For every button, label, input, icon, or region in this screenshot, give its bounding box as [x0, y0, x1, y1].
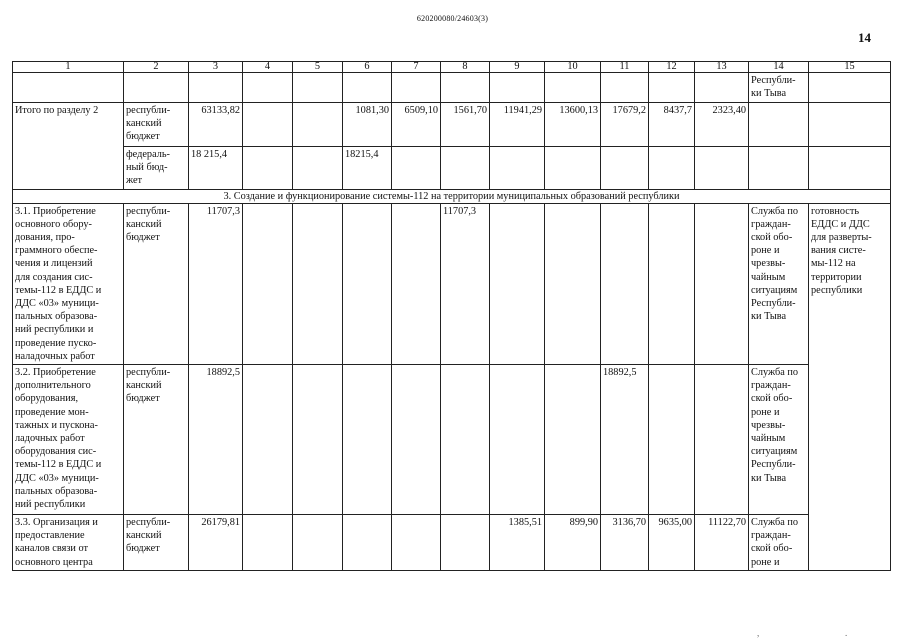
continuation-row	[13, 73, 891, 103]
funding-source: федераль- ный бюд- жет	[124, 147, 189, 190]
table-row	[13, 515, 891, 571]
value-cell: 2323,40	[695, 103, 749, 147]
column-header: 7	[392, 62, 441, 73]
value-cell: 11122,70	[695, 515, 749, 571]
column-header: 12	[649, 62, 695, 73]
measure-name: 3.1. Приобретение основного обору- дования, про- граммного обеспе- чения и лицензий для создания сис- темы-112 в ЕДДС и ДДС «03» муници- пальных образова- ний республики и проведение пуско- наладочных работ	[13, 203, 124, 364]
column-header: 5	[293, 62, 343, 73]
total-cell: 63133,82	[189, 103, 243, 147]
column-header: 8	[441, 62, 490, 73]
value-cell: 18892,5	[601, 365, 649, 515]
value-cell: 1385,51	[490, 515, 545, 571]
result-cell: готовность ЕДДС и ДДС для разверты- вания систе- мы-112 на территории республики	[809, 203, 891, 570]
column-header: 6	[343, 62, 392, 73]
funding-source: республи- канский бюджет	[124, 365, 189, 515]
total-row-republican	[13, 103, 891, 147]
funding-source: республи- канский бюджет	[124, 103, 189, 147]
value-cell: 6509,10	[392, 103, 441, 147]
page-number: 14	[858, 30, 871, 45]
total-cell: 26179,81	[189, 515, 243, 571]
funding-source: республи- канский бюджет	[124, 515, 189, 571]
total-cell: 18892,5	[189, 365, 243, 515]
column-header: 10	[545, 62, 601, 73]
measure-name: 3.3. Организация и предоставление каналов связи от основного центра	[13, 515, 124, 571]
scan-mark: ,	[757, 628, 760, 638]
value-cell: 18215,4	[343, 147, 392, 190]
section-title: 3. Создание и функционирование системы-112 на территории муниципальных образований республики	[13, 189, 891, 203]
total-label: Итого по разделу 2	[13, 103, 124, 190]
value-cell: 1561,70	[441, 103, 490, 147]
value-cell: 17679,2	[601, 103, 649, 147]
column-header: 3	[189, 62, 243, 73]
column-header: 2	[124, 62, 189, 73]
total-cell: 11707,3	[189, 203, 243, 364]
column-header: 13	[695, 62, 749, 73]
total-row-federal	[13, 147, 891, 190]
executor-cell: Служба по граждан- ской обо- роне и чрезвы- чайным ситуациям Республи- ки Тыва	[749, 203, 809, 364]
document-code: 620200080/24603(3)	[416, 14, 489, 23]
column-header: 9	[490, 62, 545, 73]
column-number-row	[13, 62, 891, 73]
value-cell: 13600,13	[545, 103, 601, 147]
executor-cell: Служба по граждан- ской обо- роне и чрезвы- чайным ситуациям Республи- ки Тыва	[749, 365, 809, 515]
table-row	[13, 365, 891, 515]
column-header: 15	[809, 62, 891, 73]
value-cell: 1081,30	[343, 103, 392, 147]
table-row	[13, 203, 891, 364]
executor-cell: Республи- ки Тыва	[749, 73, 809, 103]
column-header: 4	[243, 62, 293, 73]
column-header: 11	[601, 62, 649, 73]
scan-mark: .	[845, 628, 848, 638]
value-cell: 11707,3	[441, 203, 490, 364]
measure-name: 3.2. Приобретение дополнительного оборудования, проведение мон- тажных и пускона- ладочных работ оборудования сис- темы-112 в ЕДДС и ДДС «03» муници- пальных образова- ний республики	[13, 365, 124, 515]
budget-table	[12, 61, 891, 571]
value-cell: 11941,29	[490, 103, 545, 147]
column-header: 1	[13, 62, 124, 73]
column-header: 14	[749, 62, 809, 73]
value-cell: 9635,00	[649, 515, 695, 571]
total-cell: 18 215,4	[189, 147, 243, 190]
value-cell: 8437,7	[649, 103, 695, 147]
value-cell: 3136,70	[601, 515, 649, 571]
section-heading-row	[13, 189, 891, 203]
value-cell: 899,90	[545, 515, 601, 571]
funding-source: республи- канский бюджет	[124, 203, 189, 364]
executor-cell: Служба по граждан- ской обо- роне и	[749, 515, 809, 571]
